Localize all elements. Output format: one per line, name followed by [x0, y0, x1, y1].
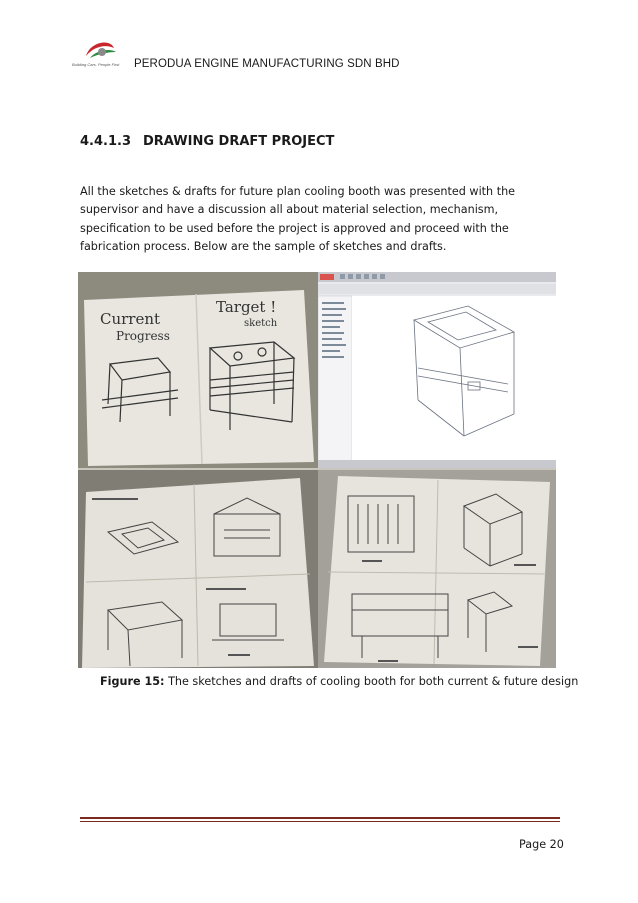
photo-cad-screen [318, 272, 556, 468]
photo-draft-orthographic [78, 470, 318, 668]
sketch-label-target: Target ! [216, 298, 277, 316]
section-number: 4.4.1.3 [80, 134, 131, 149]
figure-caption [100, 675, 578, 688]
figure-caption-text: The sketches and drafts of cooling booth for both current & future design [168, 675, 579, 688]
sketch-label-current: Current [100, 310, 161, 328]
logo-tagline: Building Cars. People First [72, 62, 120, 67]
page-number: Page 20 [519, 838, 564, 851]
company-name: PERODUA ENGINE MANUFACTURING SDN BHD [134, 58, 400, 70]
section-heading [80, 134, 334, 149]
photo-hand-sketch [78, 272, 318, 468]
figure-caption-label: Figure 15: [100, 675, 165, 688]
body-paragraph: All the sketches & drafts for future plan cooling booth was presented with the supervisor and have a discussion all about material selection, mechanism, specification to be used before the project is approved and proceed with the fabrication process. Below are the sample of sketches and drafts. [80, 185, 516, 254]
footer-rule-thick [80, 817, 560, 819]
footer-rule-thin [80, 821, 560, 822]
sketch-label-sketch: sketch [244, 318, 278, 329]
sketch-label-progress: Progress [116, 329, 170, 343]
photo-draft-top-iso [318, 470, 556, 668]
figure-photo-grid [78, 272, 556, 668]
section-title: DRAWING DRAFT PROJECT [143, 134, 335, 149]
